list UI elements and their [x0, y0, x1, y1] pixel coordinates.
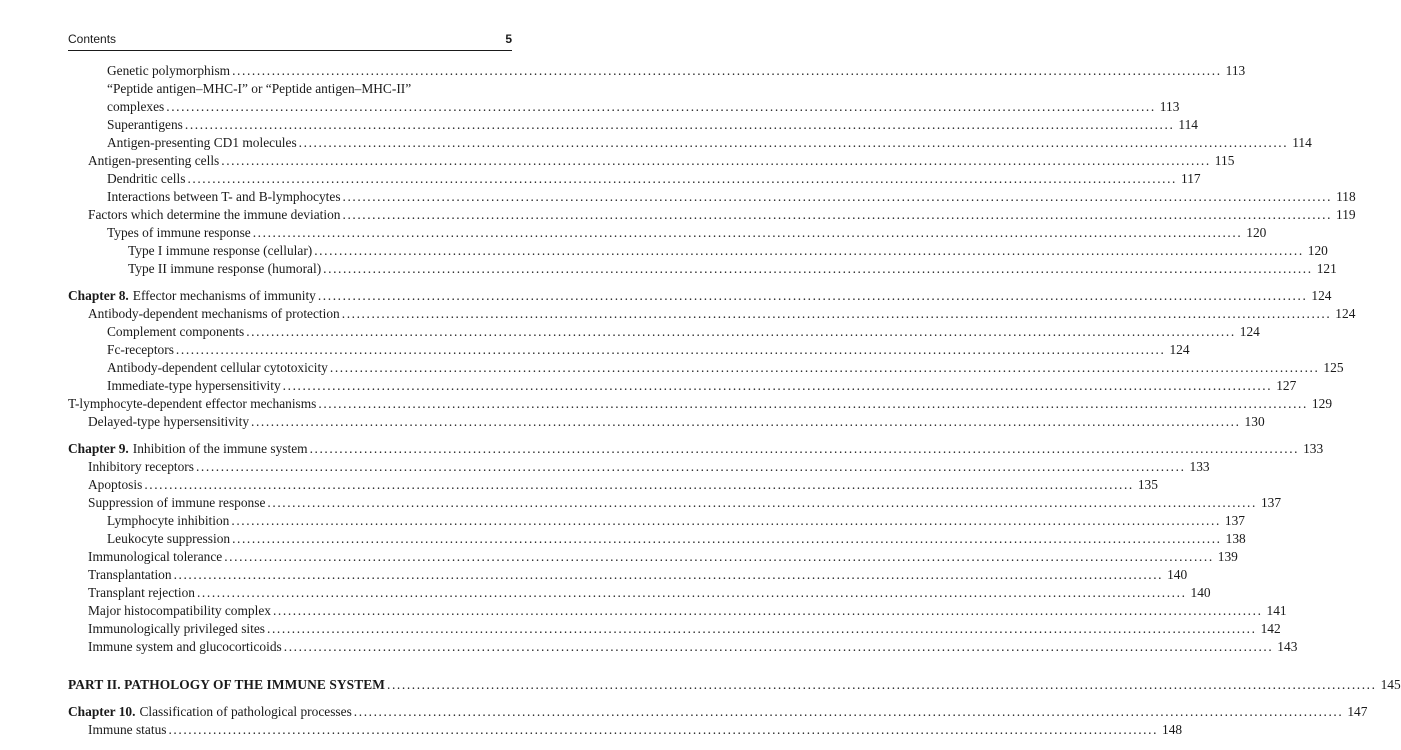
toc-entry-page: 139: [1217, 549, 1238, 564]
toc-entry-page: 118: [1336, 189, 1356, 204]
toc-entry: [68, 602, 1287, 620]
toc-entry-page: 137: [1224, 513, 1245, 528]
toc-entry: [68, 116, 1198, 134]
toc-entry: [68, 620, 1281, 638]
dot-leader: ........................................................................................................................................................................................................: [195, 459, 1186, 474]
chapter-9-entry: [68, 440, 1324, 458]
dot-leader: ........................................................................................................................................................................................................: [221, 153, 1211, 168]
toc-entry-text: Antigen-presenting cells: [88, 153, 220, 168]
dot-leader: ........................................................................................................................................................................................................: [272, 603, 1263, 618]
toc-entry-page: 115: [1214, 153, 1235, 168]
toc-entry: [68, 134, 1312, 152]
toc-entry-page: 124: [1169, 342, 1190, 357]
toc-entry-text: Immunologically privileged sites: [88, 621, 266, 636]
toc-entry-text: Superantigens: [107, 117, 183, 132]
toc-entry: [68, 152, 1235, 170]
dot-leader: ........................................................................................................................................................................................................: [283, 639, 1274, 654]
running-header: [68, 32, 512, 50]
dot-leader: ........................................................................................................................................................................................................: [317, 288, 1308, 303]
toc-entry-text: Immune status: [88, 722, 167, 737]
chapter-10-entry: [68, 703, 1368, 721]
toc-entry: [68, 188, 1356, 206]
toc-entry-page: 114: [1178, 117, 1198, 132]
toc-entry: [68, 323, 1260, 341]
toc-entry-text: complexes: [107, 99, 165, 114]
toc-entry-text: Dendritic cells: [107, 171, 186, 186]
dot-leader: ........................................................................................................................................................................................................: [184, 117, 1175, 132]
toc-entry-page: 121: [1316, 261, 1337, 276]
dot-leader: ........................................................................................................................................................................................................: [387, 677, 1377, 692]
toc-entry: [68, 359, 1344, 377]
toc-entry: [68, 305, 1356, 323]
page-number: 5: [505, 32, 512, 46]
chapter-label: Chapter 9.: [68, 441, 129, 456]
dot-leader: ........................................................................................................................................................................................................: [329, 360, 1320, 375]
dot-leader: ........................................................................................................................................................................................................: [282, 378, 1273, 393]
chapter-title: Effector mechanisms of immunity: [132, 288, 316, 303]
toc-entry-page: 133: [1189, 459, 1210, 474]
part-page: 145: [1380, 677, 1401, 692]
toc-entry: [68, 638, 1298, 656]
dot-leader: ........................................................................................................................................................................................................: [267, 495, 1257, 510]
dot-leader: ........................................................................................................................................................................................................: [298, 135, 1289, 150]
toc-entry-text: Genetic polymorphism: [107, 63, 231, 78]
dot-leader: ........................................................................................................................................................................................................: [246, 324, 1236, 339]
toc-entry: [68, 242, 1328, 260]
toc-entry: [68, 566, 1188, 584]
toc-entry-text: Type I immune response (cellular): [128, 243, 313, 258]
toc-group: [68, 458, 1298, 656]
toc-entry-text: Lymphocyte inhibition: [107, 513, 230, 528]
toc-entry: [68, 584, 1211, 602]
toc-entry: [68, 530, 1246, 548]
toc-entry-page: 124: [1239, 324, 1260, 339]
toc-entry-page: 140: [1190, 585, 1211, 600]
toc-entry-text: Transplant rejection: [88, 585, 195, 600]
toc-group: [68, 116, 1356, 278]
dot-leader: ........................................................................................................................................................................................................: [342, 189, 1333, 204]
chapter-page: 133: [1303, 441, 1324, 456]
toc-entry-page: 120: [1246, 225, 1267, 240]
toc-group: [68, 305, 1356, 431]
toc-entry-page: 135: [1137, 477, 1158, 492]
dot-leader: ........................................................................................................................................................................................................: [342, 207, 1333, 222]
dot-leader: ........................................................................................................................................................................................................: [267, 621, 1257, 636]
toc-entry: [68, 260, 1337, 278]
toc-group: [68, 721, 1183, 739]
toc-entry-text: Antigen-presenting CD1 molecules: [107, 135, 297, 150]
toc-entry: [68, 458, 1210, 476]
dot-leader: ........................................................................................................................................................................................................: [232, 63, 1222, 78]
dot-leader: ........................................................................................................................................................................................................: [166, 99, 1156, 114]
toc-entry-text: Leukocyte suppression: [107, 531, 231, 546]
toc-entry-text: Immunological tolerance: [88, 549, 223, 564]
toc-entry-text: Major histocompatibility complex: [88, 603, 271, 618]
dot-leader: ........................................................................................................................................................................................................: [232, 531, 1222, 546]
toc-entry-page: 138: [1225, 531, 1246, 546]
toc-group: [68, 62, 1246, 80]
chapter-8-entry: [68, 287, 1332, 305]
toc-entry-page: 124: [1335, 306, 1356, 321]
part-title: PART II. PATHOLOGY OF THE IMMUNE SYSTEM: [68, 677, 386, 692]
toc-entry-text: Antibody-dependent mechanisms of protection: [88, 306, 340, 321]
dot-leader: ........................................................................................................................................................................................................: [168, 722, 1159, 737]
toc-entry: [68, 62, 1246, 80]
toc-entry: [68, 98, 1180, 116]
toc-entry-page: 120: [1307, 243, 1328, 258]
toc-entry-text: Types of immune response: [107, 225, 251, 240]
dot-leader: ........................................................................................................................................................................................................: [341, 306, 1332, 321]
toc-entry-page: 113: [1159, 99, 1180, 114]
toc-entry: [68, 377, 1297, 395]
toc-entry-page: 130: [1244, 414, 1265, 429]
toc-entry-page: 141: [1266, 603, 1287, 618]
toc-entry: [68, 206, 1356, 224]
toc-entry-text: Fc-receptors: [107, 342, 174, 357]
toc-entry: [68, 548, 1238, 566]
toc-entry: [68, 395, 1333, 413]
chapter-label: Chapter 8.: [68, 288, 129, 303]
header-rule: [68, 50, 512, 51]
toc-entry-page: 113: [1225, 63, 1246, 78]
toc-entry: [68, 224, 1267, 242]
dot-leader: ........................................................................................................................................................................................................: [309, 441, 1300, 456]
toc-entry-text: Inhibitory receptors: [88, 459, 194, 474]
toc-entry-text: Immune system and glucocorticoids: [88, 639, 282, 654]
toc-entry-text: T-lymphocyte-dependent effector mechanisms: [68, 396, 317, 411]
toc-entry-text: Delayed-type hypersensitivity: [88, 414, 250, 429]
toc-entry-page: 119: [1336, 207, 1356, 222]
toc-entry-page: 140: [1167, 567, 1188, 582]
toc-entry: [68, 413, 1265, 431]
toc-entry: [68, 494, 1282, 512]
toc-entry-page: 114: [1292, 135, 1312, 150]
dot-leader: ........................................................................................................................................................................................................: [187, 171, 1177, 186]
toc-entry-text: Immediate-type hypersensitivity: [107, 378, 281, 393]
dot-leader: ........................................................................................................................................................................................................: [353, 704, 1344, 719]
dot-leader: ........................................................................................................................................................................................................: [252, 225, 1243, 240]
toc-entry: [68, 476, 1158, 494]
dot-leader: ........................................................................................................................................................................................................: [231, 513, 1221, 528]
dot-leader: ........................................................................................................................................................................................................: [314, 243, 1304, 258]
toc-entry-page: 125: [1323, 360, 1344, 375]
toc-entry: [68, 170, 1201, 188]
toc-entry-wrapped-line: “Peptide antigen–MHC-I” or “Peptide antigen–MHC-II”: [107, 81, 412, 96]
toc-entry-text: Interactions between T- and B-lymphocytes: [107, 189, 341, 204]
table-of-contents: [68, 62, 1401, 739]
toc-entry-text: Transplantation: [88, 567, 172, 582]
chapter-page: 147: [1347, 704, 1368, 719]
toc-entry: [68, 341, 1190, 359]
toc-entry-page: 117: [1181, 171, 1201, 186]
toc-entry: [68, 512, 1245, 530]
dot-leader: ........................................................................................................................................................................................................: [251, 414, 1241, 429]
chapter-title: Classification of pathological processes: [139, 704, 352, 719]
toc-entry-page: 137: [1260, 495, 1282, 510]
toc-entry: [68, 721, 1183, 739]
toc-entry-page: 148: [1162, 722, 1183, 737]
toc-entry-page: 142: [1260, 621, 1281, 636]
part-2-entry: [68, 676, 1401, 694]
toc-entry-page: 143: [1277, 639, 1298, 654]
toc-entry-text: Factors which determine the immune deviation: [88, 207, 341, 222]
dot-leader: ........................................................................................................................................................................................................: [224, 549, 1214, 564]
toc-entry-text: Complement components: [107, 324, 245, 339]
dot-leader: ........................................................................................................................................................................................................: [144, 477, 1134, 492]
chapter-label: Chapter 10.: [68, 704, 136, 719]
toc-entry-page: 127: [1276, 378, 1297, 393]
chapter-page: 124: [1311, 288, 1332, 303]
dot-leader: ........................................................................................................................................................................................................: [175, 342, 1166, 357]
chapter-title: Inhibition of the immune system: [132, 441, 308, 456]
running-title: Contents: [68, 32, 117, 46]
toc-entry-text: Apoptosis: [88, 477, 143, 492]
toc-entry-text: Type II immune response (humoral): [128, 261, 322, 276]
toc-entry-page: 129: [1311, 396, 1333, 411]
dot-leader: ........................................................................................................................................................................................................: [173, 567, 1164, 582]
dot-leader: ........................................................................................................................................................................................................: [196, 585, 1187, 600]
dot-leader: ........................................................................................................................................................................................................: [318, 396, 1308, 411]
toc-entry-text: Antibody-dependent cellular cytotoxicity: [107, 360, 328, 375]
toc-entry-text: Suppression of immune response: [88, 495, 266, 510]
dot-leader: ........................................................................................................................................................................................................: [323, 261, 1313, 276]
